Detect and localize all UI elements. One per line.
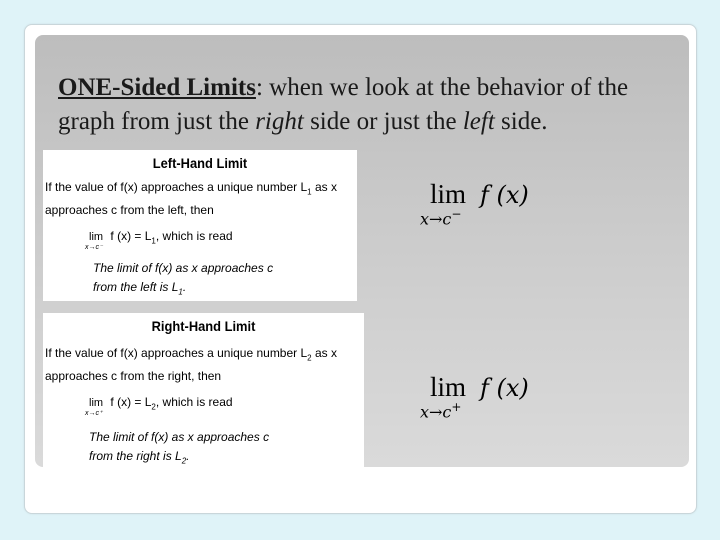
- right-line1-end: as x: [311, 346, 337, 360]
- left-hand-limit-title: Left-Hand Limit: [152, 155, 248, 171]
- right-note1: The limit of f(x) as x approaches c: [89, 430, 270, 444]
- right-formula-end: , which is read: [155, 395, 233, 409]
- right-hand-limit-box: [43, 313, 364, 467]
- right-expr-under-text: x→c: [420, 402, 452, 422]
- slide-heading: [58, 71, 678, 139]
- left-hand-limit-box: [43, 150, 357, 301]
- right-expr-sign: +: [451, 400, 462, 414]
- left-line1: If the value of f(x) approaches a unique number L: [45, 180, 308, 194]
- left-line1-sub: 1: [307, 187, 312, 197]
- right-definition-text: [45, 344, 357, 386]
- left-expr-lim: lim: [430, 179, 467, 209]
- right-formula-body: f (x) = L: [110, 395, 152, 409]
- heading-left-word: left: [462, 108, 495, 135]
- left-note2: from the left is L: [93, 280, 179, 294]
- right-expr-fx: f (x): [480, 374, 529, 402]
- right-formula-sub: x→c⁺: [85, 410, 103, 417]
- left-formula-sub-l: 1: [151, 236, 156, 246]
- left-read-note: [93, 259, 273, 301]
- left-expr-fx: f (x): [480, 181, 529, 209]
- right-line2: approaches c from the right, then: [45, 369, 222, 384]
- left-formula-end: , which is read: [155, 229, 233, 243]
- left-formula: [85, 229, 233, 251]
- heading-text-b: side or just the: [303, 108, 463, 135]
- right-note2: from the right is L: [89, 449, 182, 463]
- right-formula-sub-l: 2: [151, 402, 156, 412]
- slide: [24, 24, 697, 514]
- right-note2-end: .: [186, 449, 190, 463]
- left-formula-lim: lim: [89, 231, 104, 243]
- heading-term: ONE-Sided Limits: [58, 74, 256, 101]
- left-expr-under-text: x→c: [420, 209, 452, 229]
- left-line2: approaches c from the left, then: [45, 203, 214, 218]
- right-expr-lim: lim: [430, 372, 467, 402]
- right-formula-lim: lim: [89, 397, 104, 409]
- content-panel: [35, 35, 689, 467]
- left-limit-expression: [420, 179, 560, 229]
- right-note2-sub: 2: [181, 456, 187, 466]
- left-line1-end: as x: [311, 180, 337, 194]
- left-formula-sub: x→c⁻: [85, 244, 103, 251]
- heading-right-word: right: [255, 108, 304, 135]
- left-note2-end: .: [182, 280, 187, 294]
- heading-text-a: : when we look at the behavior of the graph from just the: [58, 74, 629, 135]
- left-note2-sub: 1: [178, 287, 183, 297]
- right-read-note: [89, 428, 269, 467]
- right-limit-expression: [420, 372, 560, 422]
- left-expr-under: [420, 207, 461, 228]
- left-definition-text: [45, 178, 357, 220]
- right-expr-under: [420, 400, 461, 421]
- left-expr-sign: −: [451, 207, 462, 221]
- right-line1: If the value of f(x) approaches a unique number L: [45, 346, 308, 360]
- left-note1: The limit of f(x) as x approaches c: [93, 261, 274, 275]
- right-formula: [85, 395, 233, 417]
- right-hand-limit-title: Right-Hand Limit: [151, 318, 256, 334]
- right-line1-sub: 2: [307, 353, 312, 363]
- left-formula-body: f (x) = L: [110, 229, 152, 243]
- heading-text-c: side.: [494, 108, 548, 135]
